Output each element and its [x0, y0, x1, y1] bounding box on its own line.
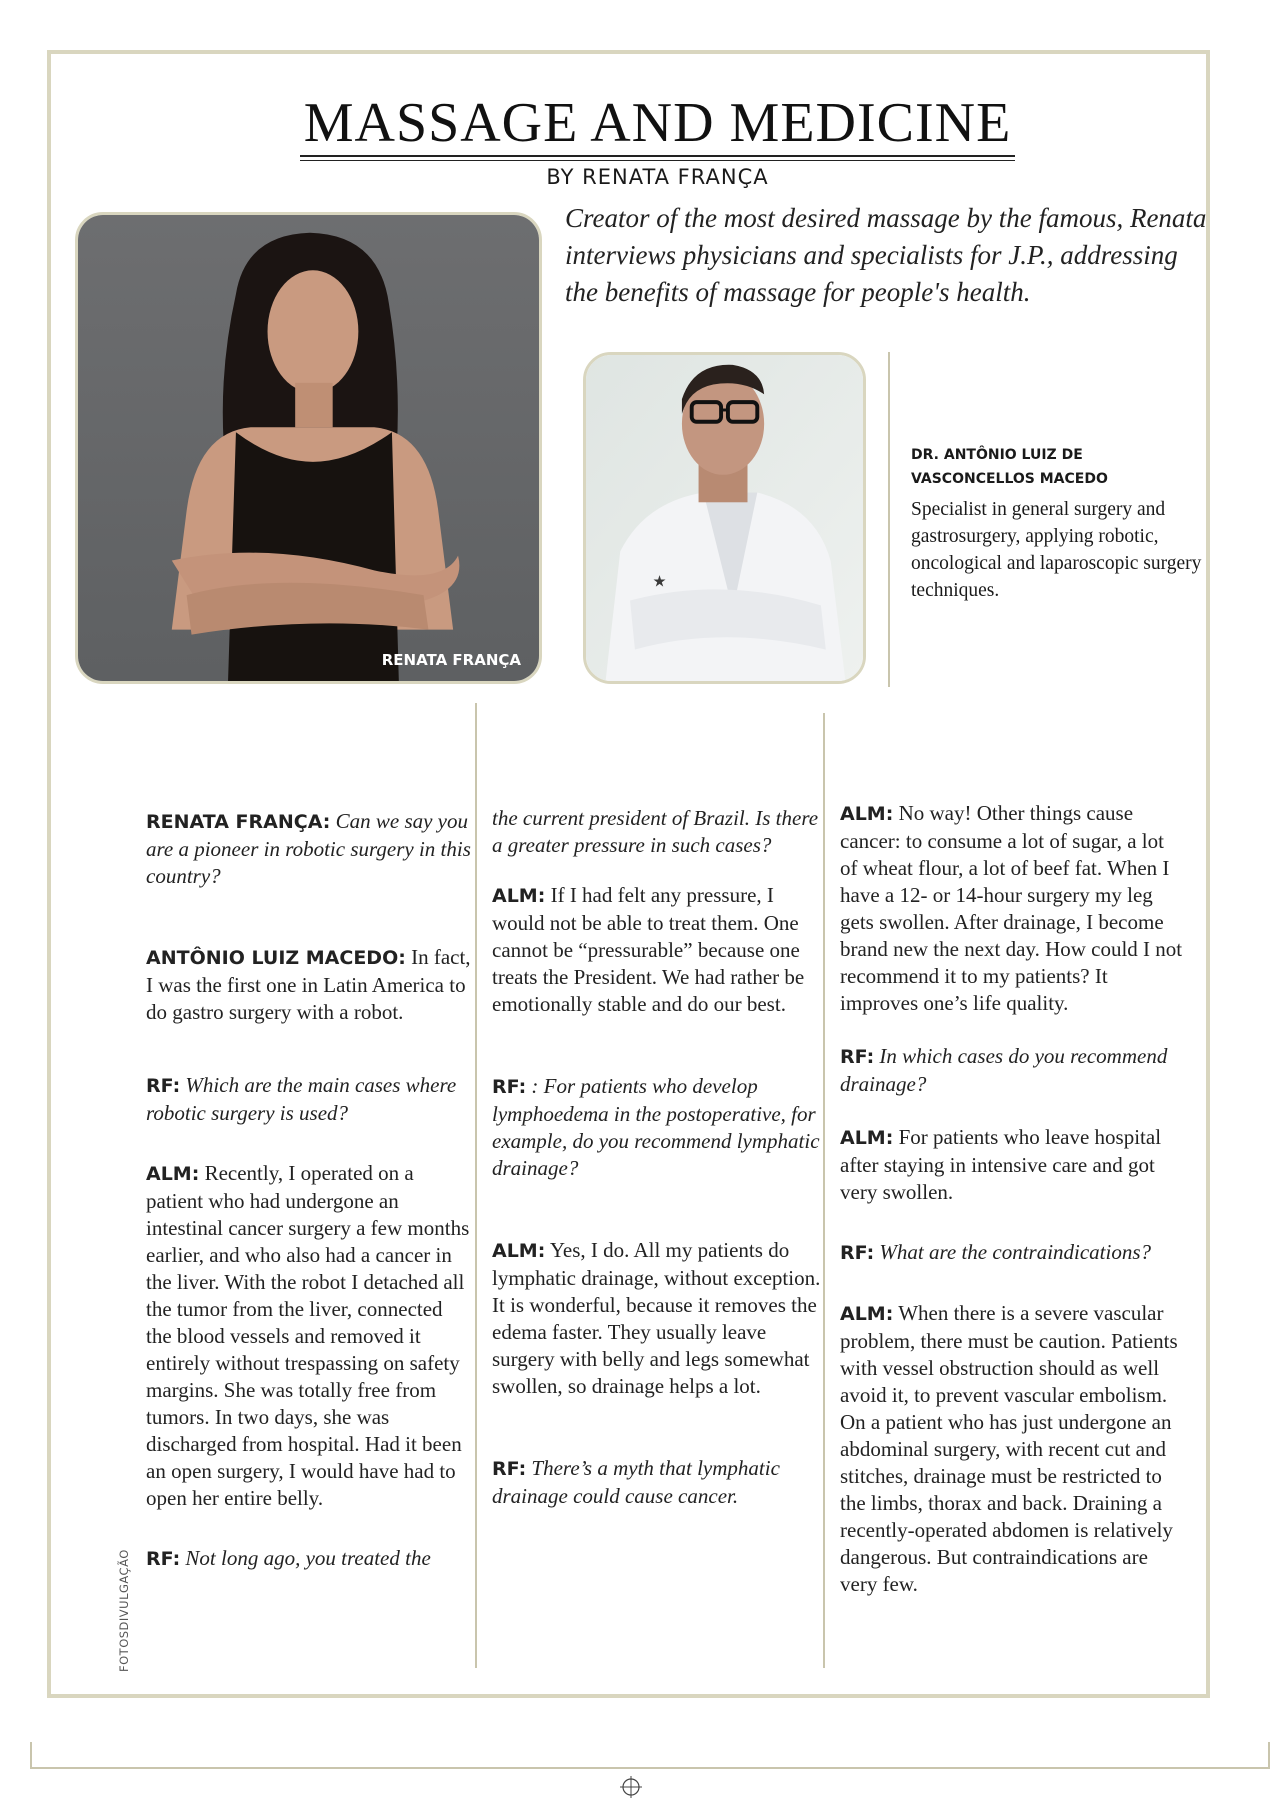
answer-text: For patients who leave hospital after staying in intensive care and got very swollen. [840, 1125, 1162, 1204]
answer-paragraph [146, 1160, 471, 1512]
renata-portrait-photo [75, 212, 542, 684]
interview-column-2 [492, 805, 827, 1543]
answer-paragraph [840, 1124, 1185, 1206]
doctor-divider [888, 352, 890, 687]
answer-paragraph [146, 944, 471, 1026]
speaker-label: RF: [840, 1242, 875, 1264]
answer-text: No way! Other things cause cancer: to consume a lot of sugar, a lot of wheat flour, a lot of beef fat. When I have a 12- or 14-hour surgery my leg gets swollen. After drainage, I become brand new the next day. How could I not recommend it to my patients? It improves one’s life quality. [840, 801, 1183, 1015]
question-paragraph [840, 1239, 1185, 1267]
answer-text: If I had felt any pressure, I would not be able to treat them. One cannot be “pressurable” because one treats the President. We had rather be emotionally stable and do our best. [492, 883, 805, 1016]
question-paragraph [492, 1073, 827, 1182]
question-text: There’s a myth that lymphatic drainage could cause cancer. [492, 1456, 780, 1508]
registration-mark-icon [620, 1776, 642, 1798]
question-text: Not long ago, you treated the [185, 1546, 431, 1570]
speaker-label: ALM: [840, 1127, 894, 1149]
page-title: MASSAGE AND MEDICINE [303, 92, 1012, 154]
photo-caption: RENATA FRANÇA [381, 651, 521, 669]
speaker-label: ANTÔNIO LUIZ MACEDO: [146, 947, 406, 969]
answer-paragraph [492, 882, 827, 1018]
answer-paragraph [840, 800, 1185, 1017]
question-text: In which cases do you recommend drainage? [840, 1044, 1168, 1096]
answer-text: Recently, I operated on a patient who had undergone an intestinal cancer surgery a few months earlier, and who also had a cancer in the liver. With the robot I detached all the tumor from the liver, connected the blood vessels and removed it entirely without trespassing on safety margins. She was totally free from tumors. In two days, she was discharged from hospital. Had it been an open surgery, I would have had to open her entire belly. [146, 1161, 470, 1510]
question-paragraph [146, 1545, 471, 1573]
title-rule-thin [300, 160, 1015, 161]
speaker-label: ALM: [492, 885, 546, 907]
question-paragraph [492, 805, 827, 859]
byline: BY RENATA FRANÇA [546, 165, 769, 189]
bottom-trim-rule [30, 1767, 1270, 1769]
speaker-label: RF: [492, 1076, 527, 1098]
speaker-label: ALM: [840, 803, 894, 825]
doctor-name [911, 443, 1171, 491]
svg-text:★: ★ [652, 571, 667, 591]
column-divider-1 [475, 703, 477, 1668]
answer-text: Yes, I do. All my patients do lymphatic drainage, without exception. It is wonderful, because it removes the edema faster. They usually leave surgery with belly and legs somewhat swollen, so drainage helps a lot. [492, 1238, 821, 1398]
portrait-illustration [78, 215, 539, 681]
question-paragraph [146, 808, 471, 890]
speaker-label: RF: [492, 1458, 527, 1480]
interview-column-3 [840, 800, 1185, 1631]
question-paragraph [492, 1455, 827, 1510]
question-text: What are the contraindications? [879, 1240, 1152, 1264]
title-rule [300, 155, 1015, 157]
doctor-name-line1: DR. ANTÔNIO LUIZ DE [911, 447, 1083, 463]
answer-text: When there is a severe vascular problem, there must be caution. Patients with vessel obstruction should as well avoid it, to prevent vascular embolism. On a patient who has just undergone an abdominal surgery, with recent cut and stitches, drainage must be restricted to the limbs, thorax and back. Draining a recently-operated abdomen is relatively dangerous. But contraindications are very few. [840, 1301, 1178, 1596]
doctor-description: Specialist in general surgery and gastrosurgery, applying robotic, oncological and laparoscopic surgery techniques. [911, 499, 1202, 601]
answer-text: In fact, I was the first one in Latin America to do gastro surgery with a robot. [146, 945, 471, 1024]
question-paragraph [146, 1072, 471, 1127]
question-text: the current president of Brazil. Is there a greater pressure in such cases? [492, 806, 819, 857]
photo-credit: FOTOSDIVULGAÇÃO [117, 1549, 131, 1672]
speaker-label: RF: [146, 1075, 181, 1097]
doctor-illustration [586, 355, 863, 681]
speaker-label: RF: [146, 1548, 181, 1570]
answer-paragraph [492, 1237, 827, 1400]
intro-text: Creator of the most desired massage by the famous, Renata interviews physicians and specialists for J.P., addressing the benefits of massage for people's health. [565, 203, 1207, 307]
question-text: : For patients who develop lymphoedema in the postoperative, for example, do you recommend lymphatic drainage? [492, 1074, 820, 1180]
doctor-name-line2: VASCONCELLOS MACEDO [911, 471, 1108, 487]
question-text: Can we say you are a pioneer in robotic surgery in this country? [146, 809, 471, 888]
speaker-label: ALM: [492, 1240, 546, 1262]
speaker-label: RENATA FRANÇA: [146, 811, 331, 833]
interview-column-1 [146, 808, 471, 1606]
speaker-label: RF: [840, 1046, 875, 1068]
doctor-portrait-photo [583, 352, 866, 684]
question-paragraph [840, 1043, 1185, 1098]
speaker-label: ALM: [840, 1303, 894, 1325]
question-text: Which are the main cases where robotic surgery is used? [146, 1073, 457, 1125]
trim-mark-left [30, 1742, 32, 1769]
speaker-label: ALM: [146, 1163, 200, 1185]
answer-paragraph [840, 1300, 1185, 1598]
trim-mark-right [1268, 1742, 1270, 1769]
